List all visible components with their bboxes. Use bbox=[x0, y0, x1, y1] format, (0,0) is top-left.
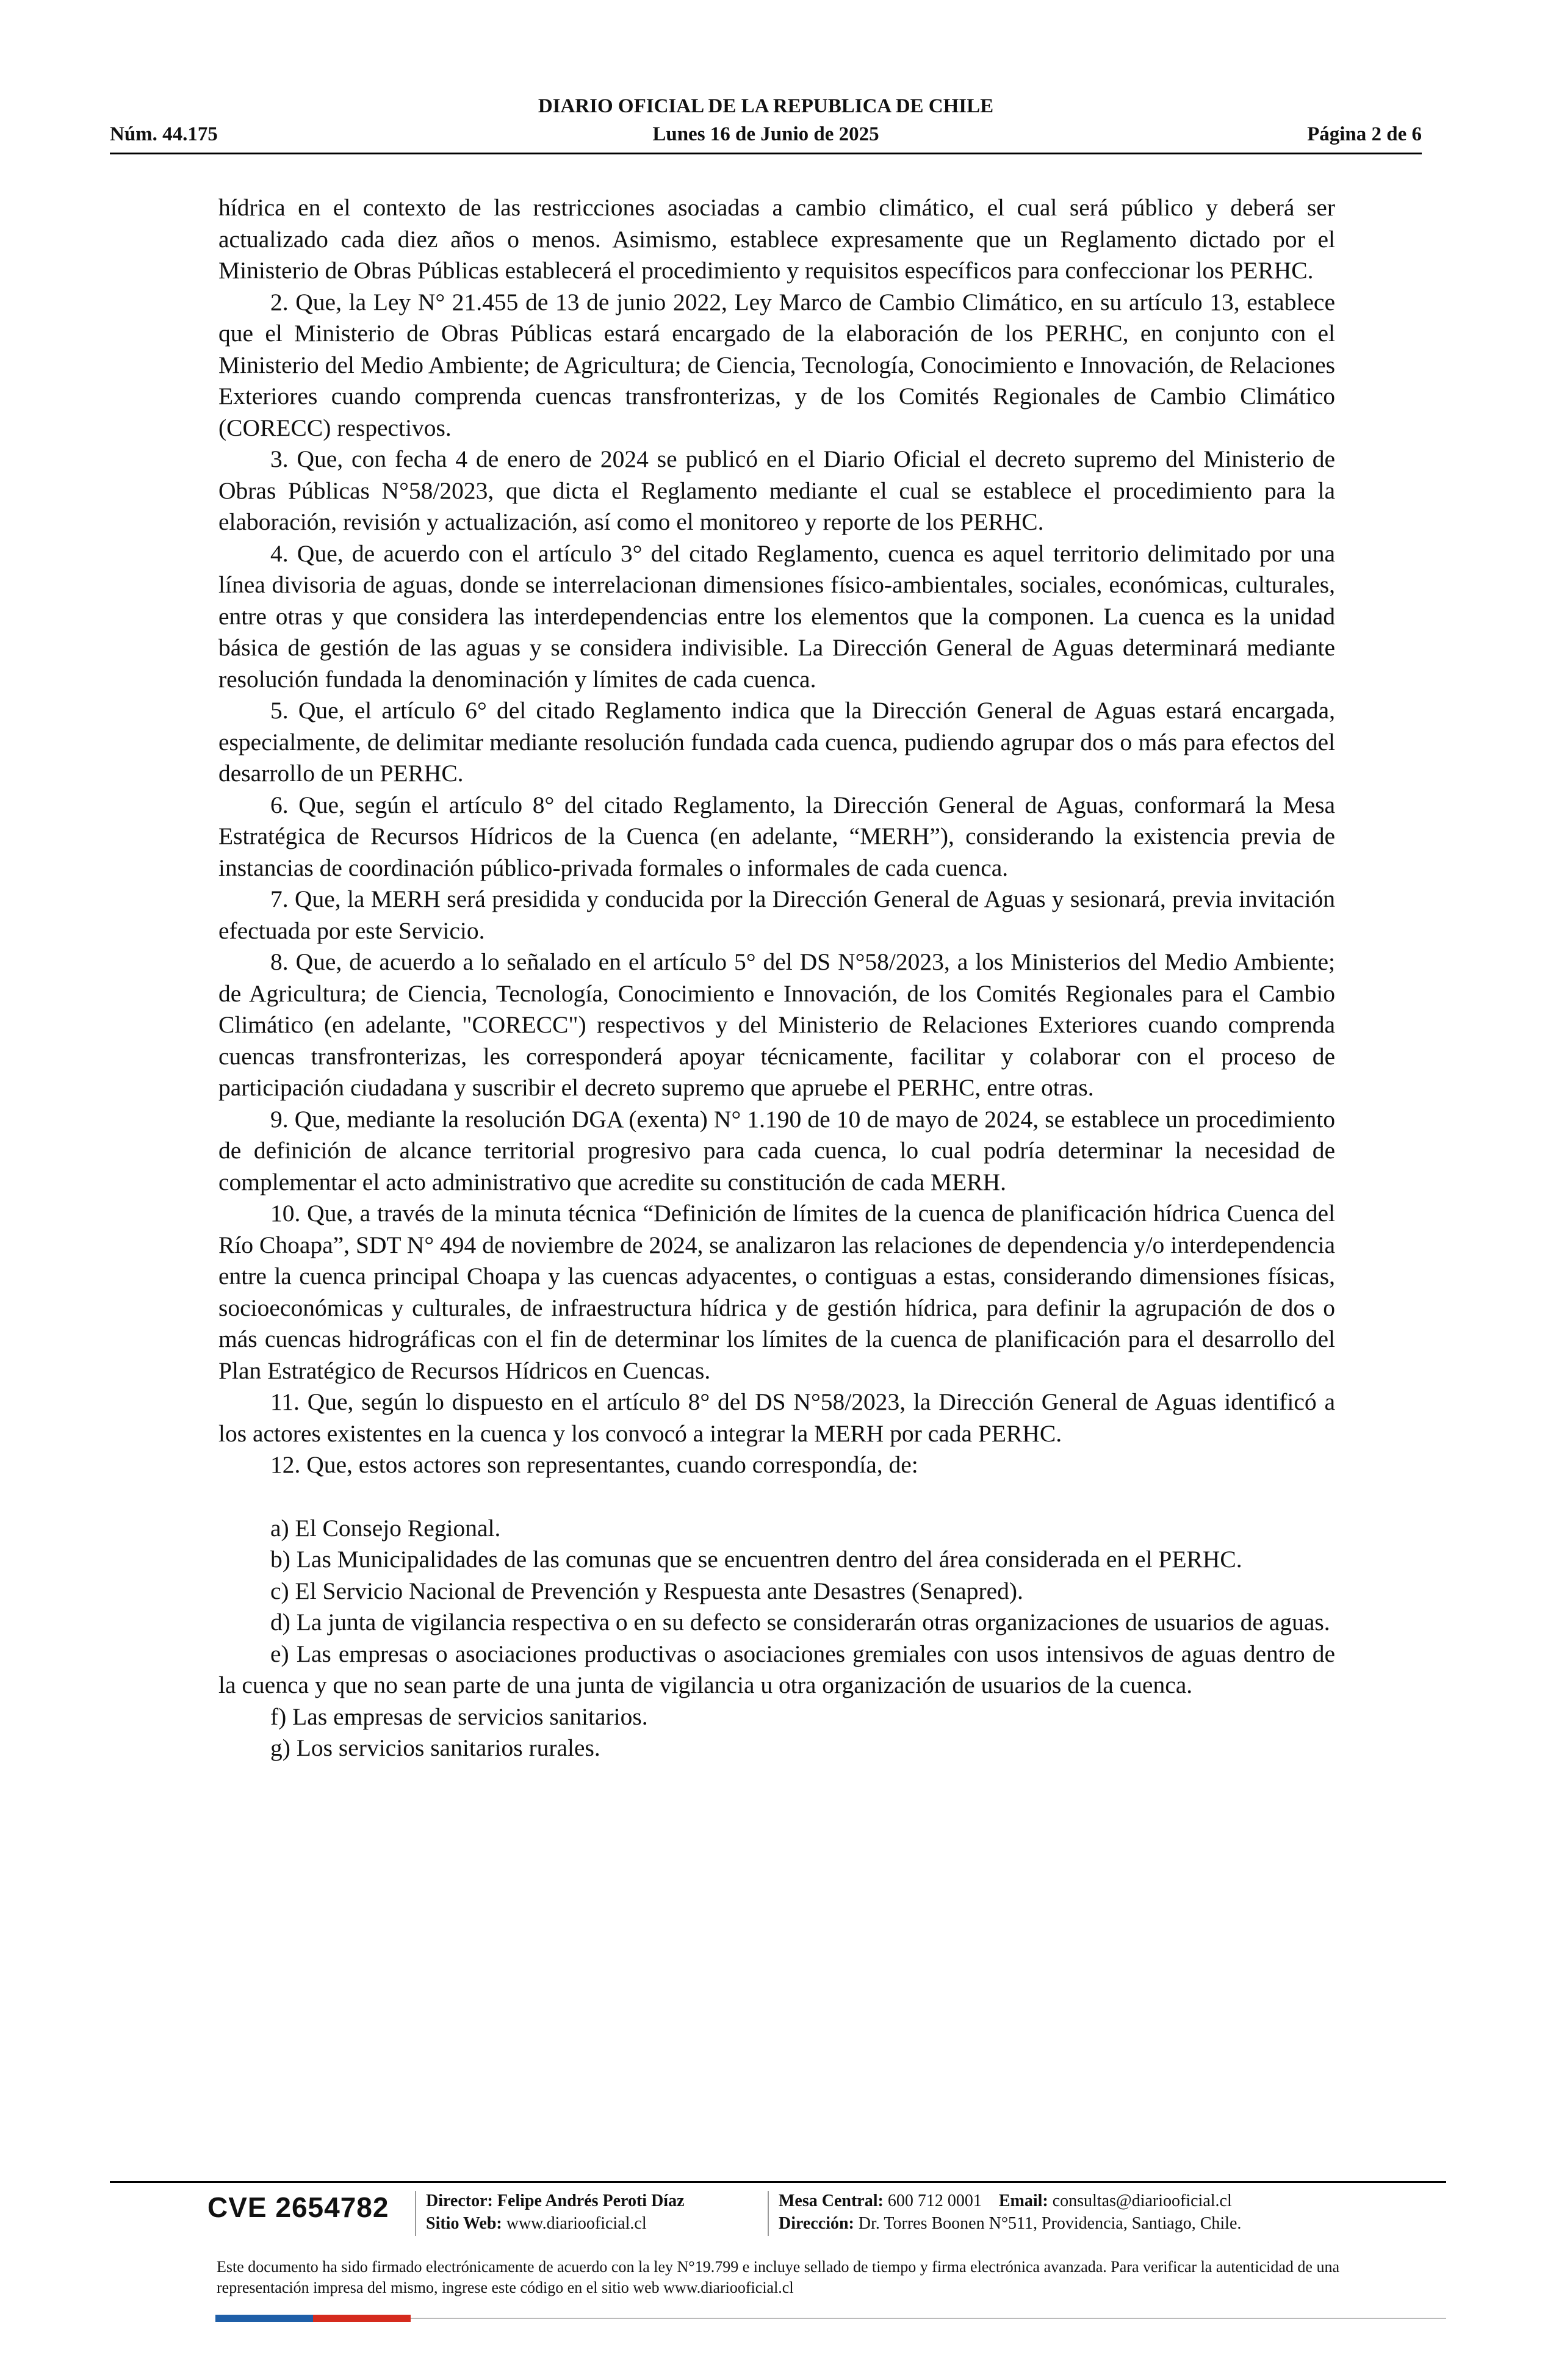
footer-contact-block bbox=[779, 2190, 1241, 2235]
flag-red-segment bbox=[313, 2315, 411, 2322]
footer-separator bbox=[415, 2191, 416, 2236]
list-item: d) La junta de vigilancia respectiva o en su defecto se considerarán otras organizaciones de usuarios de aguas. bbox=[270, 1609, 1330, 1635]
email-link[interactable]: consultas@diariooficial.cl bbox=[1052, 2191, 1232, 2210]
footer-bottom-rule bbox=[411, 2318, 1446, 2319]
footer-divider bbox=[110, 2181, 1446, 2183]
footer-separator bbox=[768, 2191, 769, 2236]
verification-note: Este documento ha sido firmado electrónicamente de acuerdo con la ley N°19.799 e incluye sellado de tiempo y firma electrónica avanzada. Para verificar la autenticidad de una representación impresa del mismo, ingrese este código en el sitio web www.diariooficial.cl bbox=[217, 2258, 1339, 2296]
list-item: b) Las Municipalidades de las comunas que se encuentren dentro del área considerada en el PERHC. bbox=[270, 1546, 1242, 1573]
email-label: Email: bbox=[998, 2191, 1048, 2210]
website-link[interactable]: www.diariooficial.cl bbox=[506, 2214, 647, 2233]
address-value: Dr. Torres Boonen N°511, Providencia, Santiago, Chile. bbox=[858, 2214, 1242, 2233]
paragraph: 7. Que, la MERH será presidida y conducida por la Dirección General de Aguas y sesionará, previa invitación efectuada por este Servicio. bbox=[218, 885, 1335, 944]
cve-code: CVE 2654782 bbox=[207, 2191, 389, 2223]
list-item: f) Las empresas de servicios sanitarios. bbox=[270, 1703, 648, 1730]
gazette-title: DIARIO OFICIAL DE LA REPUBLICA DE CHILE bbox=[538, 95, 994, 117]
director-name: Felipe Andrés Peroti Díaz bbox=[497, 2191, 685, 2210]
paragraph: 8. Que, de acuerdo a lo señalado en el artículo 5° del DS N°58/2023, a los Ministerios del Medio Ambiente; de Agricultura; de Ciencia, Tecnología, Conocimiento e Innovación, de los Comités Regionales para el Cambio Climático (en adelante, "CORECC") respectivos y del Ministerio de Relaciones Exteriores cuando comprenda cuencas transfronterizas, les corresponderá apoyar técnicamente, facilitar y colaborar con el proceso de participación ciudadana y suscribir el decreto supremo que apruebe el PERHC, entre otras. bbox=[218, 948, 1335, 1101]
page-indicator: Página 2 de 6 bbox=[1307, 123, 1422, 145]
paragraph: 5. Que, el artículo 6° del citado Reglamento indica que la Dirección General de Aguas estará encargada, especialmente, de delimitar mediante resolución fundada cada cuenca, pudiendo agrupar dos o más para efectos del desarrollo de un PERHC. bbox=[218, 697, 1335, 787]
flag-blue-segment bbox=[215, 2315, 313, 2322]
paragraph: 4. Que, de acuerdo con el artículo 3° del citado Reglamento, cuenca es aquel territorio delimitado por una línea divisoria de aguas, donde se interrelacionan dimensiones físico-ambientales, sociales, económicas, culturales, entre otras y que considera las interdependencias entre los elementos que la componen. La cuenca es la unidad básica de gestión de las aguas y se considera indivisible. La Dirección General de Aguas determinará mediante resolución fundada la denominación y límites de cada cuenca. bbox=[218, 539, 1335, 693]
list-item: a) El Consejo Regional. bbox=[270, 1514, 501, 1542]
footer-director-block bbox=[426, 2190, 685, 2235]
director-label: Director: bbox=[426, 2191, 493, 2210]
issue-number: Núm. 44.175 bbox=[110, 123, 218, 145]
list-item: g) Los servicios sanitarios rurales. bbox=[270, 1734, 600, 1761]
paragraph: 11. Que, según lo dispuesto en el artículo 8° del DS N°58/2023, la Dirección General de Aguas identificó a los actores existentes en la cuenca y los convocó a integrar la MERH por cada PERHC. bbox=[218, 1388, 1335, 1447]
paragraph: 3. Que, con fecha 4 de enero de 2024 se publicó en el Diario Oficial el decreto supremo del Ministerio de Obras Públicas N°58/2023, que dicta el Reglamento mediante el cual se establece el procedimiento para la elaboración, revisión y actualización, así como el monitoreo y reporte de los PERHC. bbox=[218, 445, 1335, 535]
website-label: Sitio Web: bbox=[426, 2214, 502, 2233]
page-header bbox=[110, 93, 1422, 154]
issue-date: Lunes 16 de Junio de 2025 bbox=[652, 123, 879, 145]
address-label: Dirección: bbox=[779, 2214, 854, 2233]
paragraph: 12. Que, estos actores son representantes, cuando correspondía, de: bbox=[270, 1451, 918, 1478]
phone-label: Mesa Central: bbox=[779, 2191, 884, 2210]
phone-number: 600 712 0001 bbox=[887, 2191, 982, 2210]
paragraph: hídrica en el contexto de las restricciones asociadas a cambio climático, el cual será público y deberá ser actualizado cada diez años o menos. Asimismo, establece expresamente que un Reglamento dictado por el Ministerio de Obras Públicas establecerá el procedimiento y requisitos específicos para confeccionar los PERHC. bbox=[218, 194, 1335, 284]
paragraph: 2. Que, la Ley N° 21.455 de 13 de junio 2022, Ley Marco de Cambio Climático, en su artículo 13, establece que el Ministerio de Obras Públicas estará encargado de la elaboración de los PERHC, en conjunto con el Ministerio del Medio Ambiente; de Agricultura; de Ciencia, Tecnología, Conocimiento e Innovación, de Relaciones Exteriores cuando comprenda cuencas transfronterizas, y de los Comités Regionales de Cambio Climático (CORECC) respectivos. bbox=[218, 288, 1335, 441]
paragraph: 10. Que, a través de la minuta técnica “Definición de límites de la cuenca de planificación hídrica Cuenca del Río Choapa”, SDT N° 494 de noviembre de 2024, se analizaron las relaciones de dependencia y/o interdependencia entre la cuenca principal Choapa y las cuencas adyacentes, o contiguas a estas, considerando dimensiones físicas, socioeconómicas y culturales, de infraestructura hídrica y de gestión hídrica, para definir la agrupación de dos o más cuencas hidrográficas con el fin de determinar los límites de la cuenca de planificación para el desarrollo del Plan Estratégico de Recursos Hídricos en Cuencas. bbox=[218, 1200, 1335, 1384]
chile-flag-stripe bbox=[215, 2315, 411, 2322]
list-item: c) El Servicio Nacional de Prevención y Respuesta ante Desastres (Senapred). bbox=[270, 1577, 1023, 1604]
document-body bbox=[218, 192, 1335, 1764]
list-item: e) Las empresas o asociaciones productivas o asociaciones gremiales con usos intensivos de aguas dentro de la cuenca y que no sean parte de una junta de vigilancia u otra organización de usuarios de la cuenca. bbox=[218, 1640, 1335, 1698]
paragraph: 6. Que, según el artículo 8° del citado Reglamento, la Dirección General de Aguas, conformará la Mesa Estratégica de Recursos Hídricos de la Cuenca (en adelante, “MERH”), considerando la existencia previa de instancias de coordinación público-privada formales o informales de cada cuenca. bbox=[218, 791, 1335, 881]
paragraph: 9. Que, mediante la resolución DGA (exenta) N° 1.190 de 10 de mayo de 2024, se establece un procedimiento de definición de alcance territorial progresivo para cada cuenca, lo cual podría determinar la necesidad de complementar el acto administrativo que acredite su constitución de cada MERH. bbox=[218, 1105, 1335, 1195]
